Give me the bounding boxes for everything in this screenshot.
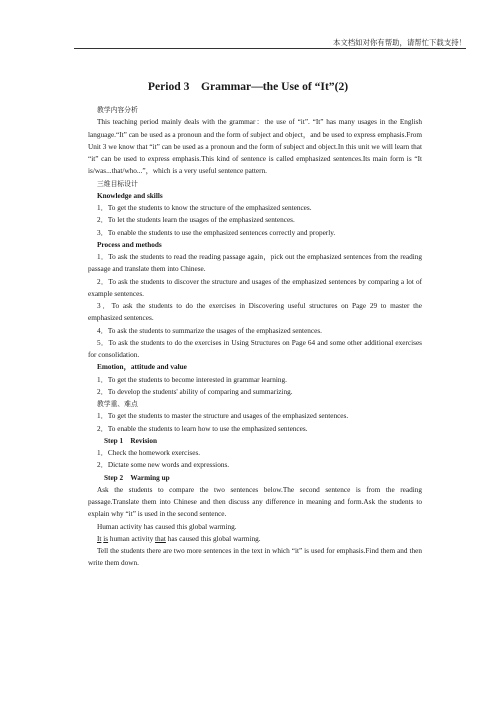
step2-paragraph: Ask the students to compare the two sentences below.The second sentence is from the reading passage.Translate them into Chinese and then discuss any difference in meaning and form.Ask the students to explain why “it” is used in the second sentence. <box>88 485 422 519</box>
underlined-that: that <box>155 534 166 543</box>
process-heading: Process and methods <box>97 240 162 249</box>
analysis-paragraph: This teaching period mainly deals with the grammar：the use of “it”. “It” has many usages in the English language.“It” can be used as a pronoun and the form of subject and object，and be used to express emphasis.From Unit 3 we know that “it” can be used as a pronoun and the form of subject and object.In this unit we will learn that “it” can be used to express emphasis.This kind of sentence is called emphasized sentences.Its main form is “It is/was...that/who...”，which is a very useful sentence pattern. <box>88 118 422 176</box>
example-sentence-2 <box>88 533 422 545</box>
step2-heading: Step 2 Warming up <box>104 473 170 482</box>
analysis-heading: 教学内容分析 <box>97 106 138 114</box>
knowledge-item: 3．To enable the students to use the emphasized sentences correctly and properly. <box>97 228 336 237</box>
goals-heading: 三维目标设计 <box>97 179 138 188</box>
underlined-it: It <box>97 534 102 543</box>
step1-item: 2．Dictate some new words and expressions. <box>97 461 230 470</box>
document-body <box>88 104 422 570</box>
process-item: 4．To ask the students to summarize the usages of the emphasized sentences. <box>97 326 322 335</box>
process-item: 3．To ask the students to do the exercises in Discovering useful structures on Page 29 to master the emphasized sentences. <box>88 302 422 323</box>
header-rule <box>74 48 466 49</box>
knowledge-item: 1．To get the students to know the structure of the emphasized sentences. <box>97 204 312 212</box>
emotion-item: 1．To get the students to become interested in grammar learning. <box>97 375 287 384</box>
process-item: 5．To ask the students to do the exercises in Using Structures on Page 64 and some other additional exercises for consolidation. <box>88 338 422 359</box>
page-title: Period 3 Grammar—the Use of “It”(2) <box>147 80 349 93</box>
step1-item: 1．Check the homework exercises. <box>97 449 201 457</box>
emotion-heading: Emotion，attitude and value <box>97 363 187 372</box>
underlined-is: is <box>103 534 109 543</box>
example-sentence-1: Human activity has caused this global warming. <box>97 522 237 531</box>
example-middle: human activity <box>108 534 156 543</box>
header-note: 本文档如对你有帮助，请帮忙下载支持！ <box>332 38 466 47</box>
step1-heading: Step 1 Revision <box>104 436 157 445</box>
key-points-heading: 教学重、难点 <box>97 400 138 408</box>
process-item: 1．To ask the students to read the reading passage again，pick out the emphasized sentences from the reading passage and translate them into Chinese. <box>88 253 422 274</box>
key-point-item: 1．To get the students to master the structure and usages of the emphasized sentences. <box>97 412 349 421</box>
key-point-item: 2．To enable the students to learn how to use the emphasized sentences. <box>97 424 308 433</box>
knowledge-item: 2．To let the students learn the usages of the emphasized sentences. <box>97 216 295 225</box>
process-item: 2．To ask the students to discover the structure and usages of the emphasized sentences by comparing a lot of example sentences. <box>88 277 422 298</box>
emotion-item: 2．To develop the students' ability of comparing and summarizing. <box>97 387 293 396</box>
example-end: has caused this global warming. <box>165 534 261 543</box>
knowledge-heading: Knowledge and skills <box>97 191 163 200</box>
step2-tell-paragraph: Tell the students there are two more sentences in the text in which “it” is used for emphasis.Find them and then write them down. <box>88 547 422 568</box>
